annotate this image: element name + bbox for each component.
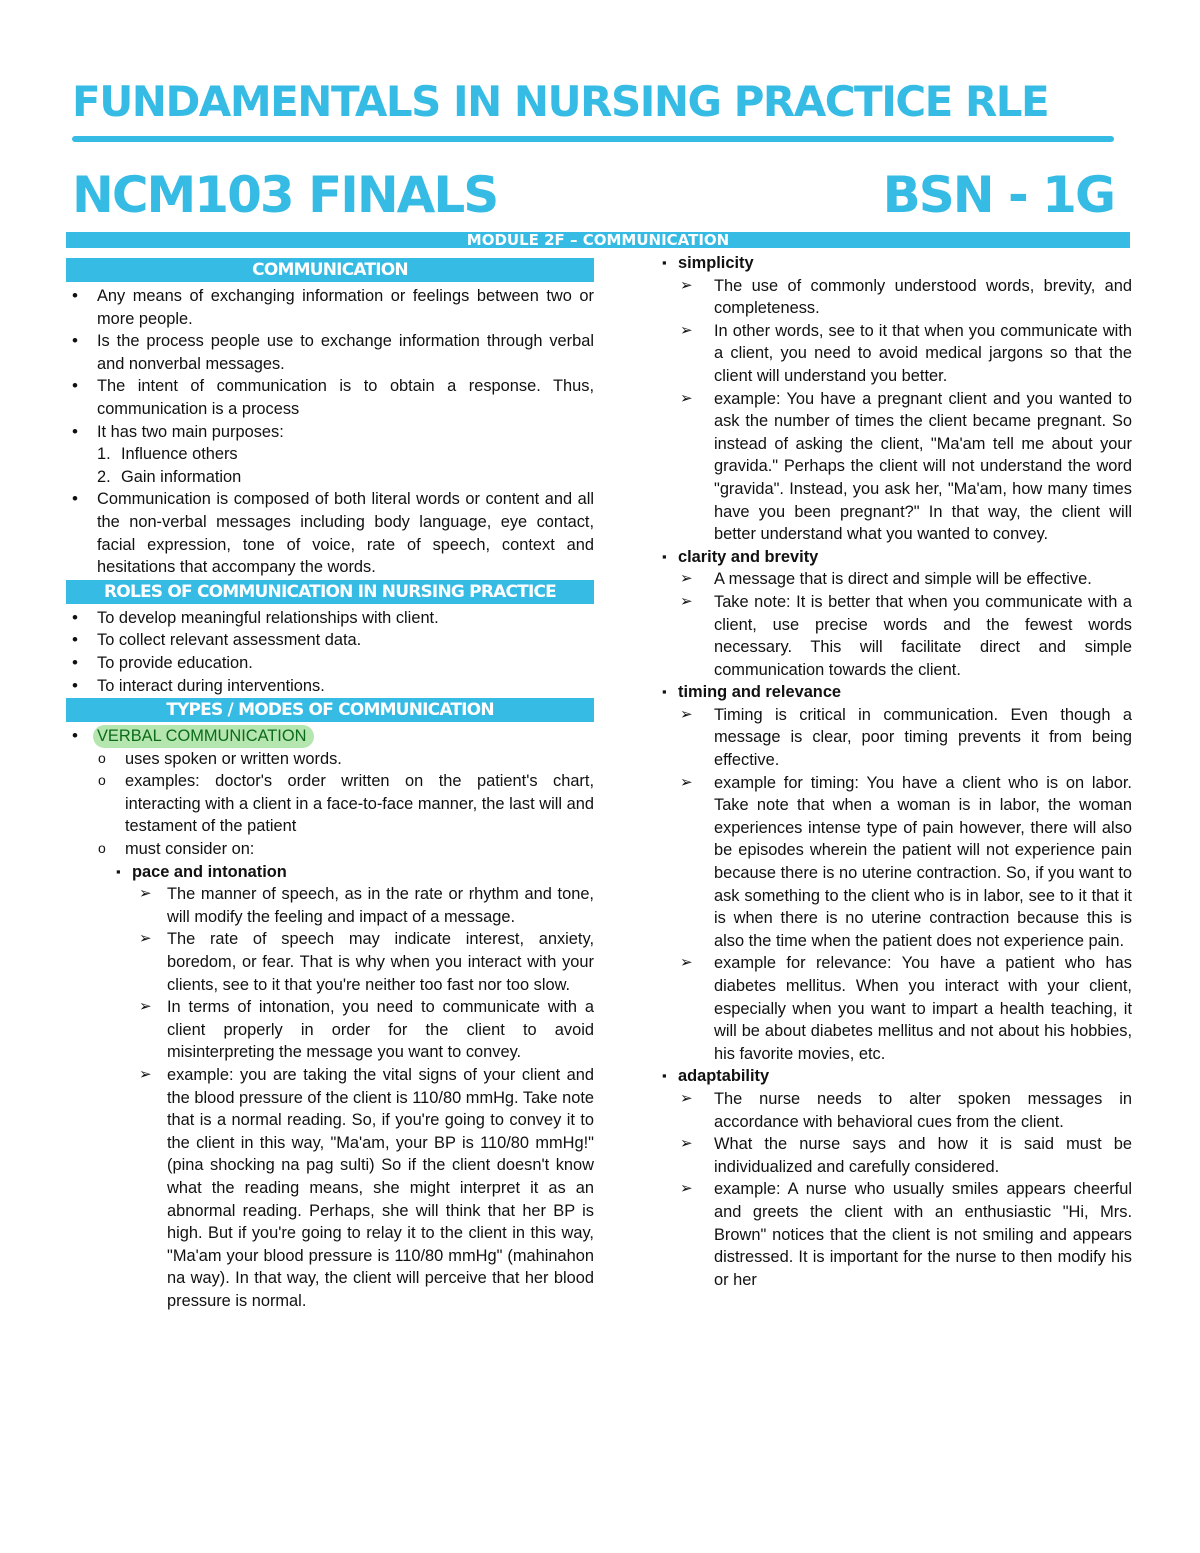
types-list <box>66 725 594 748</box>
list-item <box>97 443 594 466</box>
section-heading-types: TYPES / MODES OF COMMUNICATION <box>66 698 594 722</box>
subheading-pace-intonation: ▪ pace and intonation <box>132 862 287 881</box>
purposes-list <box>66 443 594 488</box>
list-item: ➢ What the nurse says and how it is said must be individualized and carefully considered. <box>640 1133 1132 1178</box>
list-item: ➢ In other words, see to it that when you communicate with a client, you need to avoid medical jargons so that the client will understand you better. <box>640 320 1132 388</box>
list-item: ➢ The rate of speech may indicate interest, anxiety, boredom, or fear. That is why when you interact with your clients, see to it that you're neither too fast nor too slow. <box>132 928 594 996</box>
pace-list <box>66 883 594 1312</box>
list-item: ➢ Take note: It is better that when you communicate with a client, use precise words and the fewest words necessary. This will facilitate direct and simple communication towards the client. <box>640 591 1132 681</box>
section-label: BSN - 1G <box>882 166 1114 224</box>
timing-section <box>640 681 1132 704</box>
adaptability-section <box>640 1065 1132 1088</box>
document-title: FUNDAMENTALS IN NURSING PRACTICE RLE <box>72 77 1049 126</box>
list-item <box>66 421 594 444</box>
module-banner: MODULE 2F – COMMUNICATION <box>66 232 1130 248</box>
subheading-clarity: ▪ clarity and brevity <box>678 547 819 566</box>
section-heading-communication: COMMUNICATION <box>66 258 594 282</box>
subheading-simplicity: ▪ simplicity <box>678 254 754 272</box>
section-heading-roles: ROLES OF COMMUNICATION IN NURSING PRACTICE <box>66 580 594 604</box>
right-column <box>640 252 1132 1291</box>
consider-list <box>66 861 594 884</box>
list-item: ➢ example: A nurse who usually smiles appears cheerful and greets the client with an enthusiastic "Hi, Mrs. Brown" notices that the client is not smiling and appears distressed. It is important for the nurse to then modify his or her <box>640 1178 1132 1291</box>
list-item: ➢ example for timing: You have a client who is on labor. Take note that when a woman is in labor, the woman experiences intense type of pain however, there will also be episodes wherein the patient will not experience pain because there is no uterine contraction. So, if you want to ask something to the client who is in labor, see to it that it is when there is no uterine contraction because this is also the time when the patient does not experience pain. <box>640 772 1132 953</box>
list-item: • The intent of communication is to obtain a response. Thus, communication is a process <box>66 375 594 420</box>
list-item: • Any means of exchanging information or feelings between two or more people. <box>66 285 594 330</box>
list-item: o examples: doctor's order written on the patient's chart, interacting with a client in a face-to-face manner, the last will and testament of the patient <box>66 770 594 838</box>
list-item <box>640 681 1132 704</box>
list-item: ➢ The nurse needs to alter spoken messages in accordance with behavioral cues from the client. <box>640 1088 1132 1133</box>
list-item: ➢ example: You have a pregnant client and you wanted to ask the number of times the client became pregnant. So instead of asking the client, "Ma'am tell me about your gravida." Perhaps the client will not understand the word "gravida". Instead, you ask her, "Ma'am, how many times have you been pregnant?" In that way, the client will better understand what you wanted to convey. <box>640 388 1132 546</box>
list-item: • To interact during interventions. <box>66 675 594 698</box>
list-item: • To develop meaningful relationships with client. <box>66 607 594 630</box>
list-item <box>640 252 1132 275</box>
list-item-text: It has two main purposes: <box>97 422 284 441</box>
subheading-timing: ▪ timing and relevance <box>678 683 842 702</box>
verbal-details-list <box>66 748 594 861</box>
verbal-communication-highlight: VERBAL COMMUNICATION <box>93 725 314 748</box>
list-item: ➢ In terms of intonation, you need to communicate with a client properly in order for the client to avoid misinterpreting the message you want to convey. <box>132 996 594 1064</box>
list-item: ➢ The manner of speech, as in the rate or rhythm and tone, will modify the feeling and impact of a message. <box>132 883 594 928</box>
clarity-list <box>640 568 1132 681</box>
list-number: 1. <box>97 445 111 464</box>
list-item <box>97 466 594 489</box>
course-title: NCM103 FINALS <box>72 166 498 224</box>
simplicity-list <box>640 275 1132 546</box>
communication-list-cont <box>66 488 594 578</box>
communication-list <box>66 285 594 443</box>
left-column <box>66 257 594 1313</box>
title-divider <box>72 136 1114 142</box>
list-item <box>640 546 1132 569</box>
list-item: ➢ example: you are taking the vital signs of your client and the blood pressure of the client is 110/80 mmHg. Take note that is a normal reading. So, if you're going to convey it to the client in this way, "Ma'am, your BP is 110/80 mmHg!" (pina shocking na pag sulti) So if the client doesn't know what the reading means, she might interpret it as an abnormal reading. Perhaps, she will think that her BP is high. But if you're going to relay it to the client in this way, "Ma'am your blood pressure is 110/80 mmHg" (mahinahon na way). In that way, the client will perceive that her blood pressure is normal. <box>132 1064 594 1313</box>
list-item: ➢ A message that is direct and simple will be effective. <box>640 568 1132 591</box>
list-number: 2. <box>97 467 111 486</box>
list-item: ➢ The use of commonly understood words, brevity, and completeness. <box>640 275 1132 320</box>
list-item: • To provide education. <box>66 652 594 675</box>
list-item: • Communication is composed of both literal words or content and all the non-verbal messages including body language, eye contact, facial expression, tone of voice, rate of speech, context and hesitations that accompany the words. <box>66 488 594 578</box>
list-item-text: Gain information <box>121 467 242 486</box>
list-item <box>640 1065 1132 1088</box>
list-item-text: Influence others <box>121 445 238 464</box>
list-item: • To collect relevant assessment data. <box>66 629 594 652</box>
list-item: o must consider on: <box>66 838 594 861</box>
list-item: ➢ Timing is critical in communication. Even though a message is clear, poor timing prevents it from being effective. <box>640 704 1132 772</box>
clarity-section <box>640 546 1132 569</box>
simplicity-section <box>640 252 1132 275</box>
timing-list <box>640 704 1132 1066</box>
list-item <box>66 861 594 884</box>
roles-list <box>66 607 594 697</box>
subheading-adaptability: ▪ adaptability <box>678 1067 770 1086</box>
list-item: ➢ example for relevance: You have a patient who has diabetes mellitus. When you interact with your client, especially when you want to impart a health teaching, it will be about diabetes mellitus and not about his hobbies, his favorite movies, etc. <box>640 952 1132 1065</box>
list-item <box>66 725 594 748</box>
list-item: • Is the process people use to exchange information through verbal and nonverbal messages. <box>66 330 594 375</box>
adaptability-list <box>640 1088 1132 1291</box>
list-item: o uses spoken or written words. <box>66 748 594 771</box>
